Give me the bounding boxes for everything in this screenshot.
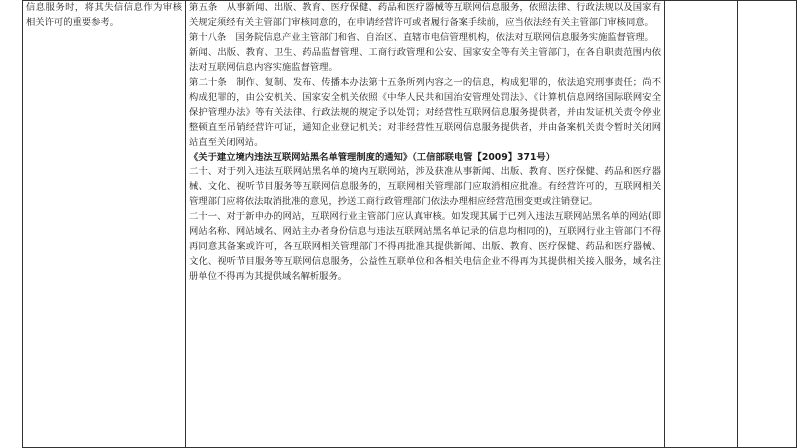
table-row: [23, 1, 797, 448]
requirement-cell: [23, 1, 186, 448]
legal-basis-cell: [186, 1, 665, 448]
clause-20-paragraph: 二十、对于列入违法互联网站黑名单的境内互联网站，涉及获准从事新闻、出版、教育、医疗保健、药品和医疗器械、文化、视听节目服务等互联网信息服务的，互联网相关管理部门应取消相应批准。有经营许可的，互联网相关管理部门应将依法取消批准的意见，抄送工商行政管理部门依法办理相应经营范围变更或注销登记。: [189, 166, 661, 208]
clause-21-paragraph: 二十一、对于新申办的网站，互联网行业主管部门应认真审核。如发现其属于已列入违法互联网站黑名单的网站(即网站名称、网站域名、网站主办者身份信息与违法互联网站黑名单记录的信息均相同的)，互联网行业主管部门不得再同意其备案或许可，各互联网相关管理部门不得再批准其提供新闻、出版、教育、医疗保健、药品和医疗器械、文化、视听节目服务等互联网信息服务，公益性互联单位和各相关电信企业不得再为其提供相关接入服务，域名注册单位不得再为其提供域名解析服务。: [189, 211, 661, 283]
requirement-text: 信息服务时，将其失信信息作为审核相关许可的重要参考。: [26, 2, 182, 28]
article-20-paragraph: 第二十条 制作、复制、发布、传播本办法第十五条所列内容之一的信息，构成犯罪的，依法追究刑事责任；尚不构成犯罪的，由公安机关、国家安全机关依照《中华人民共和国治安管理处罚法》、《计算机信息网络国际联网安全保护管理办法》等有关法律、行政法规的规定予以处罚；对经营性互联网信息服务提供者，并由发证机关责令停业整顿直至吊销经营许可证，通知企业登记机关；对非经营性互联网信息服务提供者，并由备案机关责令暂时关闭网站直至关闭网站。: [189, 76, 661, 148]
document-table: [22, 0, 797, 448]
empty-cell-4: [738, 1, 797, 448]
supervision-paragraph: 新闻、出版、教育、卫生、药品监督管理、工商行政管理和公安、国家安全等有关主管部门，在各自职责范围内依法对互联网信息内容实施监督管理。: [189, 46, 661, 73]
notice-title: 《关于建立境内违法互联网站黑名单管理制度的通知》（工信部联电管【2009】371号）: [189, 151, 556, 163]
article-5-paragraph: 第五条 从事新闻、出版、教育、医疗保健、药品和医疗器械等互联网信息服务，依照法律、行政法规以及国家有关规定须经有关主管部门审核同意的，在申请经营许可或者履行备案手续前，应当依法经有关主管部门审核同意。: [189, 2, 661, 28]
article-18-paragraph: 第十八条 国务院信息产业主管部门和省、自治区、直辖市电信管理机构，依法对互联网信息服务实施监督管理。: [189, 31, 654, 43]
empty-cell-3: [665, 1, 738, 448]
